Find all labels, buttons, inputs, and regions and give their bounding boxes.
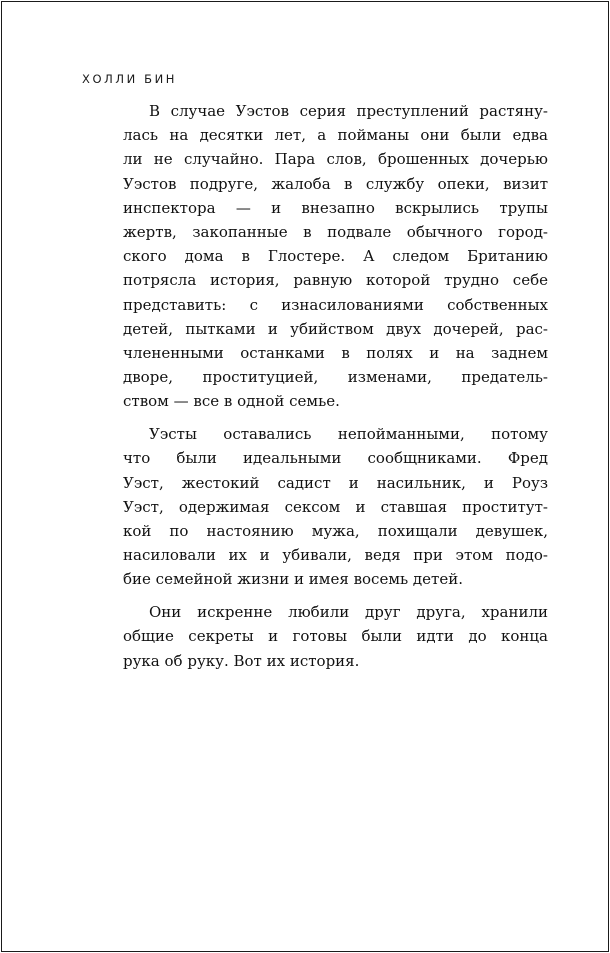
text-line: представить: с изнасилованиями собственных xyxy=(123,295,548,314)
text-line: дворе, проституцией, изменами, предатель- xyxy=(123,368,548,387)
text-line: кой по настоянию мужа, похищали девушек, xyxy=(123,522,548,541)
text-line: Уэст, одержимая сексом и ставшая проститут- xyxy=(123,497,548,516)
book-page xyxy=(1,1,609,952)
text-line: бие семейной жизни и имея восемь детей. xyxy=(123,570,463,589)
text-line: лась на десятки лет, а пойманы они были едва xyxy=(123,126,548,145)
text-line: ского дома в Глостере. А следом Британию xyxy=(123,247,548,266)
text-line: Уэсты оставались непойманными, потому xyxy=(149,425,548,444)
text-line: общие секреты и готовы были идти до конца xyxy=(123,627,548,646)
paragraph-1 xyxy=(123,99,548,414)
text-line: члененными останками в полях и на заднем xyxy=(123,344,548,363)
text-line: детей, пытками и убийством двух дочерей, рас- xyxy=(123,319,548,338)
paragraph-2 xyxy=(123,422,548,591)
text-line: Уэстов подруге, жалоба в службу опеки, визит xyxy=(123,174,548,193)
text-line: жертв, закопанные в подвале обычного город- xyxy=(123,223,548,242)
running-head: ХОЛЛИ БИН xyxy=(82,72,178,86)
paragraph-3 xyxy=(123,600,548,673)
body-text xyxy=(123,99,548,681)
text-line: В случае Уэстов серия преступлений растяну- xyxy=(149,102,548,120)
text-line: потрясла история, равную которой трудно себе xyxy=(123,271,548,290)
text-line: что были идеальными сообщниками. Фред xyxy=(123,449,548,468)
text-line: инспектора — и внезапно вскрылись трупы xyxy=(123,198,548,217)
text-line: Уэст, жестокий садист и насильник, и Роуз xyxy=(123,473,548,492)
text-line: ли не случайно. Пара слов, брошенных дочерью xyxy=(123,150,548,169)
text-line: Они искренне любили друг друга, хранили xyxy=(149,603,548,622)
text-line: ством — все в одной семье. xyxy=(123,392,340,411)
text-line: рука об руку. Вот их история. xyxy=(123,651,360,670)
text-line: насиловали их и убивали, ведя при этом подо- xyxy=(123,546,548,565)
